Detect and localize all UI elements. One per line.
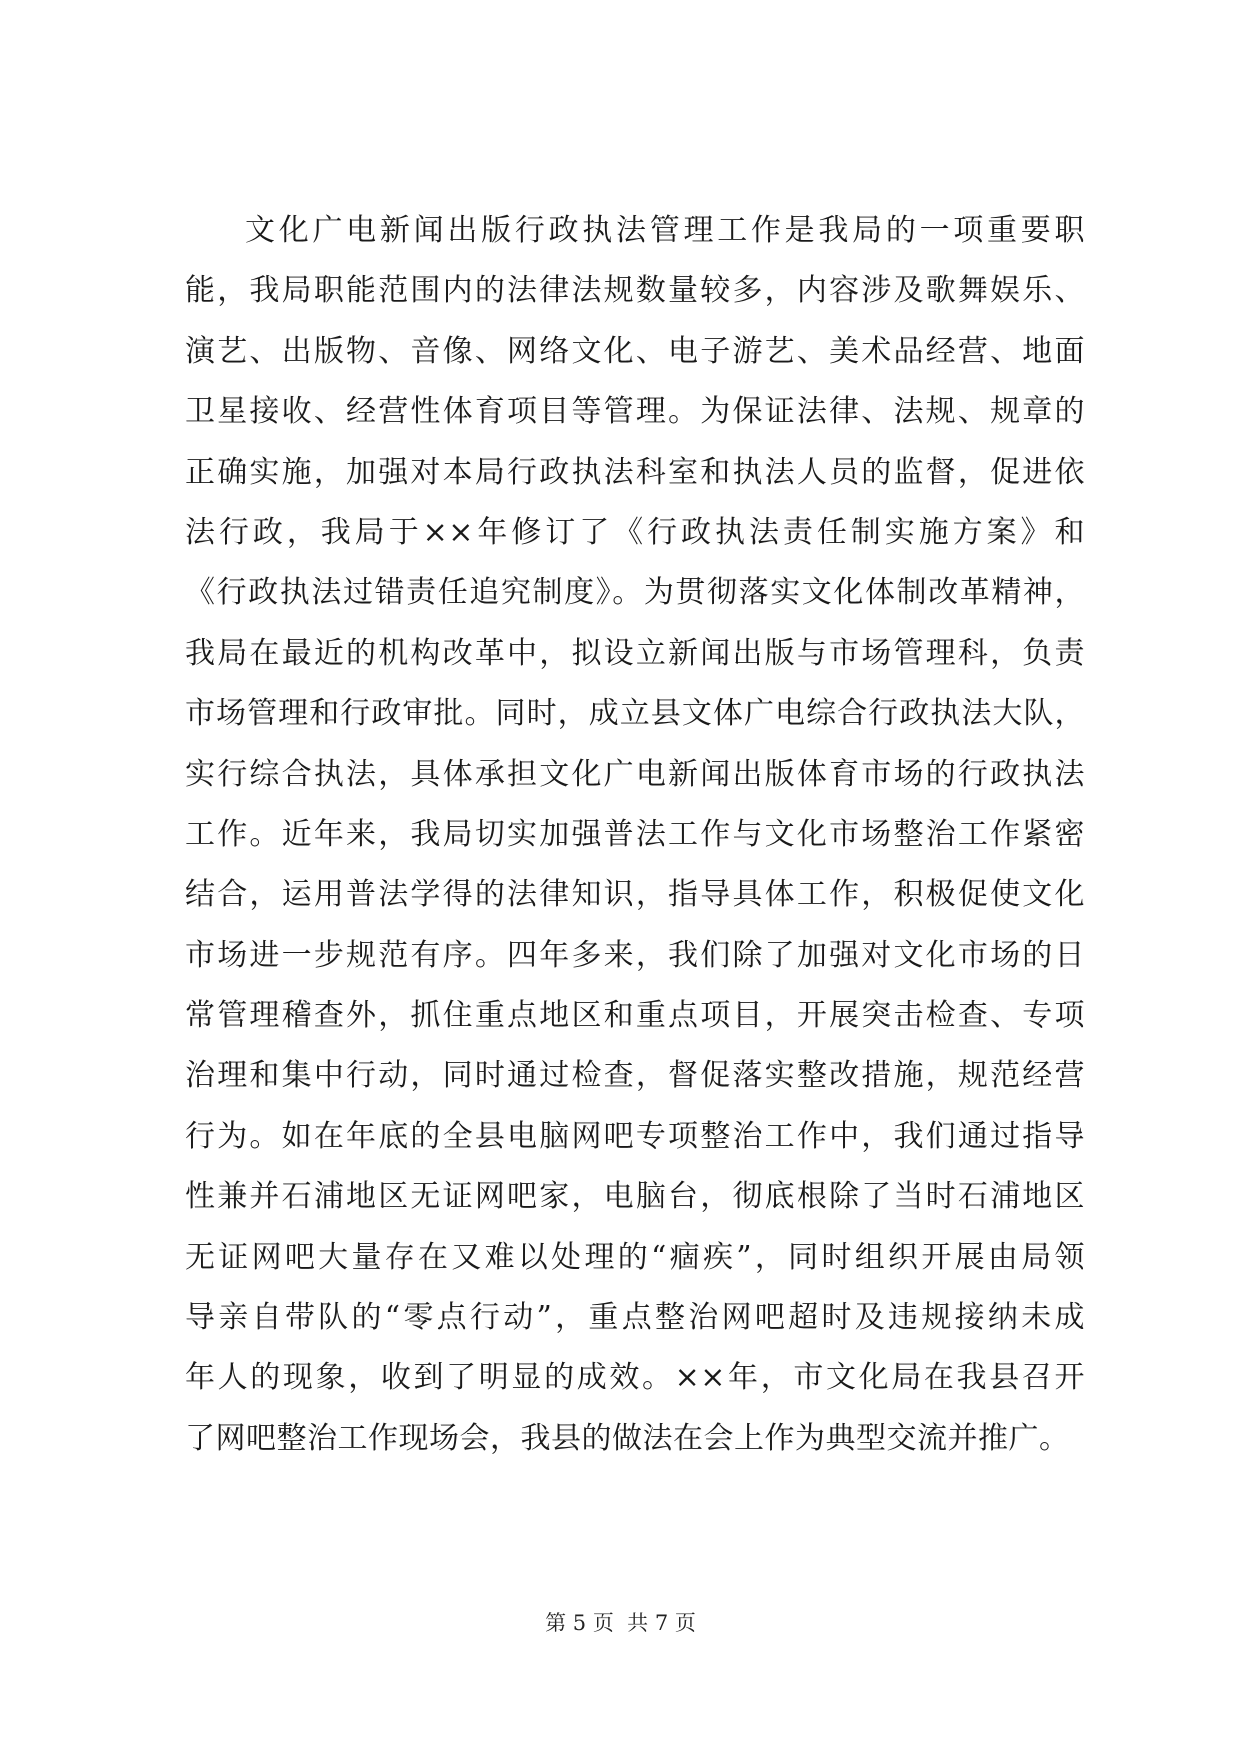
paragraph-line: 能，我局职能范围内的法律法规数量较多，内容涉及歌舞娱乐、 [185,273,1085,309]
paragraph-line: 结合，运用普法学得的法律知识，指导具体工作，积极促使文化 [185,877,1085,913]
paragraph-line: 导亲自带队的“零点行动”，重点整治网吧超时及违规接纳未成 [185,1300,1085,1336]
paragraph-line: 正确实施，加强对本局行政执法科室和执法人员的监督，促进依 [185,454,1085,490]
paragraph-line: 文化广电新闻出版行政执法管理工作是我局的一项重要职 [245,213,1085,248]
body-paragraph [185,201,1085,1469]
paragraph-line: 行为。如在年底的全县电脑网吧专项整治工作中，我们通过指导 [185,1118,1085,1154]
paragraph-line: 治理和集中行动，同时通过检查，督促落实整改措施，规范经营 [185,1058,1085,1094]
paragraph-line: 常管理稽查外，抓住重点地区和重点项目，开展突击检查、专项 [185,998,1085,1034]
paragraph-line: 法行政，我局于××年修订了《行政执法责任制实施方案》和 [185,514,1085,550]
paragraph-line: 卫星接收、经营性体育项目等管理。为保证法律、法规、规章的 [185,394,1085,430]
paragraph-line: 演艺、出版物、音像、网络文化、电子游艺、美术品经营、地面 [185,333,1085,369]
paragraph-line: 我局在最近的机构改革中，拟设立新闻出版与市场管理科，负责 [185,635,1085,671]
paragraph-line: 市场管理和行政审批。同时，成立县文体广电综合行政执法大队， [185,696,1085,732]
paragraph-line: 实行综合执法，具体承担文化广电新闻出版体育市场的行政执法 [185,756,1085,792]
page-footer [0,1608,1241,1638]
paragraph-line: 市场进一步规范有序。四年多来，我们除了加强对文化市场的日 [185,937,1085,973]
page-number-label: 第 5 页 共 7 页 [545,1611,696,1635]
paragraph-line: 工作。近年来，我局切实加强普法工作与文化市场整治工作紧密 [185,816,1085,852]
paragraph-line: 《行政执法过错责任追究制度》。为贯彻落实文化体制改革精神， [185,575,1085,611]
paragraph-line: 了网吧整治工作现场会，我县的做法在会上作为典型交流并推广。 [185,1420,1070,1456]
paragraph-line: 无证网吧大量存在又难以处理的“痼疾”，同时组织开展由局领 [185,1239,1085,1275]
paragraph-line: 年人的现象，收到了明显的成效。××年，市文化局在我县召开 [185,1360,1085,1396]
paragraph-line: 性兼并石浦地区无证网吧家，电脑台，彻底根除了当时石浦地区 [185,1179,1085,1215]
